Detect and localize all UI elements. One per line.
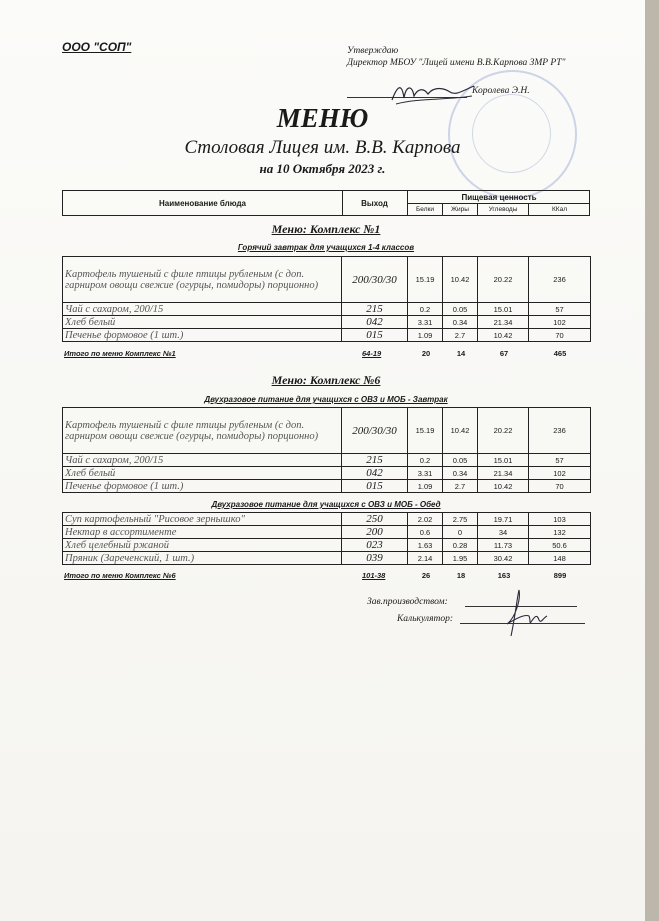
dish-name: Картофель тушеный с филе птицы рубленым (с доп. гарниром овощи свежие (огурцы, помидоры) порционно) <box>63 257 342 303</box>
total-carbs: 163 <box>497 571 511 580</box>
table-row <box>63 552 591 565</box>
menu1-subtitle: Горячий завтрак для учащихся 1-4 классов <box>237 243 415 252</box>
dish-carbs: 34 <box>478 526 529 539</box>
dish-protein: 0.2 <box>408 303 443 316</box>
dish-kcal: 70 <box>529 329 591 342</box>
dish-carbs: 30.42 <box>478 552 529 565</box>
approval-position: Директор МБОУ "Лицей имени В.В.Карпова ЗМР РТ" <box>347 58 566 68</box>
total-kcal: 465 <box>553 349 567 358</box>
dish-output: 215 <box>342 303 408 316</box>
table-header <box>62 190 590 216</box>
table-row <box>63 467 591 480</box>
dish-name: Хлеб белый <box>63 467 342 480</box>
dish-output: 042 <box>342 316 408 329</box>
page-edge <box>645 0 659 921</box>
page-title: МЕНЮ <box>276 103 369 133</box>
dish-carbs: 20.22 <box>478 408 529 454</box>
dish-kcal: 132 <box>529 526 591 539</box>
dish-name: Картофель тушеный с филе птицы рубленым (с доп. гарниром овощи свежие (огурцы, помидоры) порционно) <box>63 408 342 454</box>
dish-output: 039 <box>342 552 408 565</box>
dish-kcal: 57 <box>529 454 591 467</box>
dish-name: Печенье формовое (1 шт.) <box>63 480 342 493</box>
dish-output: 023 <box>342 539 408 552</box>
menu6-subtitle-lunch: Двухразовое питание для учащихся с ОВЗ и МОБ - Обед <box>211 500 441 509</box>
dish-kcal: 148 <box>529 552 591 565</box>
dish-fat: 2.75 <box>443 513 478 526</box>
dish-protein: 2.02 <box>408 513 443 526</box>
canteen-name: Столовая Лицея им. В.В. Карпова <box>184 137 461 158</box>
header-output: Выход <box>342 191 408 215</box>
dish-name: Нектар в ассортименте <box>63 526 342 539</box>
header-dish: Наименование блюда <box>63 191 343 215</box>
menu1-total <box>62 349 590 359</box>
dish-carbs: 10.42 <box>478 329 529 342</box>
header-nutrition: Пищевая ценность <box>408 191 590 204</box>
approval-title: Утверждаю <box>347 46 399 56</box>
dish-name: Чай с сахаром, 200/15 <box>63 303 342 316</box>
dish-protein: 0.2 <box>408 454 443 467</box>
footer-manager-label: Зав.производством: <box>367 597 448 607</box>
approval-signer: Королева Э.Н. <box>472 86 530 96</box>
table-row <box>63 526 591 539</box>
dish-kcal: 57 <box>529 303 591 316</box>
dish-fat: 0.05 <box>443 303 478 316</box>
menu6-lunch-table <box>62 512 591 565</box>
dish-fat: 0.28 <box>443 539 478 552</box>
total-protein: 26 <box>421 571 431 580</box>
table-row <box>63 316 591 329</box>
dish-kcal: 102 <box>529 316 591 329</box>
table-row <box>63 480 591 493</box>
dish-name: Хлеб целебный ржаной <box>63 539 342 552</box>
footer-calculator-label: Калькулятор: <box>397 614 454 624</box>
dish-protein: 3.31 <box>408 316 443 329</box>
dish-fat: 1.95 <box>443 552 478 565</box>
menu1-table <box>62 256 591 342</box>
dish-name: Чай с сахаром, 200/15 <box>63 454 342 467</box>
dish-protein: 1.09 <box>408 480 443 493</box>
dish-kcal: 236 <box>529 257 591 303</box>
dish-name: Печенье формовое (1 шт.) <box>63 329 342 342</box>
calculator-signature <box>495 588 555 638</box>
table-row <box>63 303 591 316</box>
dish-kcal: 102 <box>529 467 591 480</box>
dish-carbs: 21.34 <box>478 316 529 329</box>
dish-output: 200/30/30 <box>342 257 408 303</box>
dish-fat: 2.7 <box>443 480 478 493</box>
total-fat: 18 <box>456 571 466 580</box>
dish-kcal: 103 <box>529 513 591 526</box>
total-fat: 14 <box>456 349 466 358</box>
dish-protein: 3.31 <box>408 467 443 480</box>
dish-carbs: 19.71 <box>478 513 529 526</box>
table-row <box>63 513 591 526</box>
total-output: 64-19 <box>362 349 382 358</box>
table-row <box>63 408 591 454</box>
menu-date: на 10 Октября 2023 г. <box>259 161 386 176</box>
dish-fat: 0.05 <box>443 454 478 467</box>
dish-protein: 1.63 <box>408 539 443 552</box>
dish-fat: 10.42 <box>443 408 478 454</box>
dish-carbs: 20.22 <box>478 257 529 303</box>
dish-output: 200 <box>342 526 408 539</box>
menu1-title: Меню: Комплекс №1 <box>271 222 381 236</box>
dish-fat: 0.34 <box>443 316 478 329</box>
menu6-title: Меню: Комплекс №6 <box>271 373 381 387</box>
table-row <box>63 257 591 303</box>
header-kcal: ККал <box>552 206 567 213</box>
dish-protein: 2.14 <box>408 552 443 565</box>
dish-carbs: 10.42 <box>478 480 529 493</box>
table-row <box>63 329 591 342</box>
dish-output: 250 <box>342 513 408 526</box>
dish-fat: 0.34 <box>443 467 478 480</box>
dish-protein: 15.19 <box>408 408 443 454</box>
dish-carbs: 15.01 <box>478 454 529 467</box>
dish-carbs: 11.73 <box>478 539 529 552</box>
header-protein: Белки <box>408 204 443 215</box>
dish-kcal: 236 <box>529 408 591 454</box>
menu6-subtitle-breakfast: Двухразовое питание для учащихся с ОВЗ и МОБ - Завтрак <box>204 395 448 404</box>
dish-carbs: 15.01 <box>478 303 529 316</box>
menu6-total <box>62 571 590 581</box>
dish-output: 200/30/30 <box>342 408 408 454</box>
dish-fat: 10.42 <box>443 257 478 303</box>
total-kcal: 899 <box>553 571 567 580</box>
total-output: 101-38 <box>362 571 386 580</box>
dish-protein: 0.6 <box>408 526 443 539</box>
dish-name: Пряник (Зареченский, 1 шт.) <box>63 552 342 565</box>
total-label: Итого по меню Комплекс №1 <box>64 349 176 358</box>
total-label: Итого по меню Комплекс №6 <box>64 571 176 580</box>
total-carbs: 67 <box>499 349 509 358</box>
header-carbs: Углеводы <box>478 204 529 215</box>
dish-name: Хлеб белый <box>63 316 342 329</box>
dish-fat: 2.7 <box>443 329 478 342</box>
dish-kcal: 50.6 <box>529 539 591 552</box>
dish-kcal: 70 <box>529 480 591 493</box>
header-fat: Жиры <box>443 204 478 215</box>
dish-name: Суп картофельный "Рисовое зернышко" <box>63 513 342 526</box>
table-row <box>63 539 591 552</box>
total-protein: 20 <box>421 349 431 358</box>
dish-protein: 15.19 <box>408 257 443 303</box>
dish-fat: 0 <box>443 526 478 539</box>
dish-output: 015 <box>342 329 408 342</box>
table-row <box>63 454 591 467</box>
dish-output: 215 <box>342 454 408 467</box>
dish-protein: 1.09 <box>408 329 443 342</box>
menu6-breakfast-table <box>62 407 591 493</box>
dish-output: 015 <box>342 480 408 493</box>
dish-output: 042 <box>342 467 408 480</box>
approval-block <box>347 45 587 69</box>
organization-name: ООО "СОП" <box>62 40 132 54</box>
dish-carbs: 21.34 <box>478 467 529 480</box>
